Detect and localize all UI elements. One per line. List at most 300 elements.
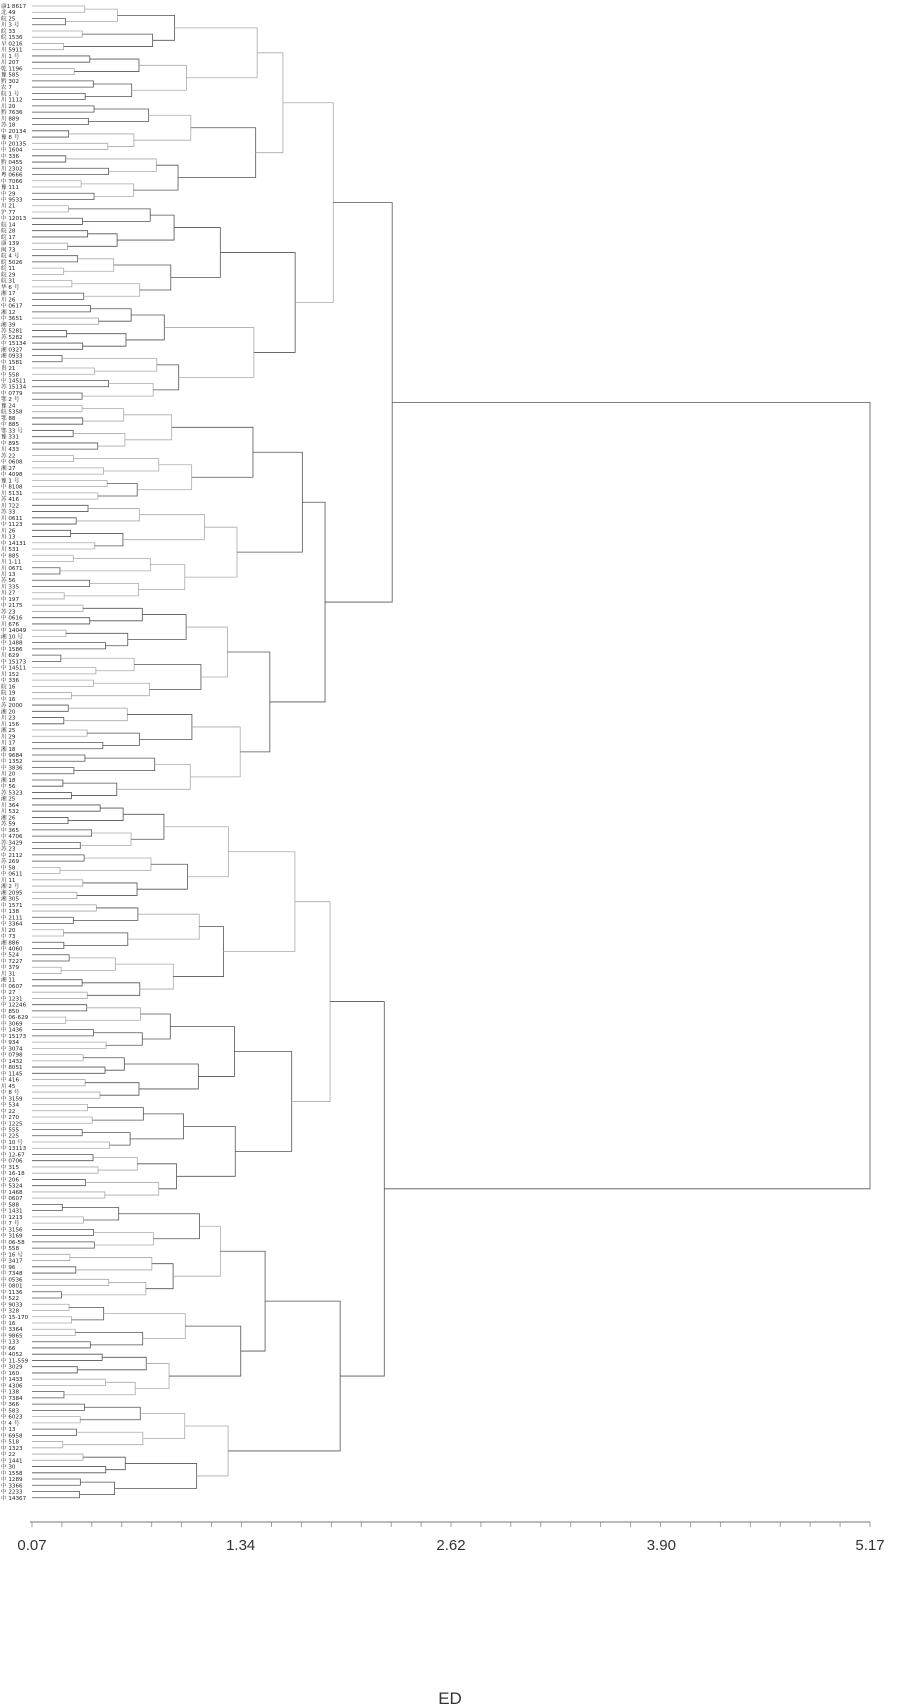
leaf-label: 川 531 xyxy=(1,547,20,554)
dendrogram-link xyxy=(32,655,61,661)
dendrogram-link xyxy=(64,583,138,595)
dendrogram-link xyxy=(114,265,171,290)
dendrogram-link xyxy=(32,755,85,761)
dendrogram-link xyxy=(237,452,302,552)
leaf-label: 中 0779 xyxy=(1,390,23,397)
leaf-label: 中 06-629 xyxy=(1,1015,29,1022)
leaf-label: 中 138 xyxy=(1,1389,20,1396)
leaf-label: 中 3069 xyxy=(1,1021,23,1028)
leaf-label: 中 15173 xyxy=(1,659,27,666)
dendrogram-link xyxy=(32,580,90,586)
dendrogram-link xyxy=(32,18,66,24)
dendrogram-link xyxy=(32,1229,93,1235)
leaf-label: 豫 585 xyxy=(1,72,20,79)
dendrogram-links xyxy=(32,6,870,1498)
dendrogram-link xyxy=(32,518,76,524)
dendrogram-link xyxy=(66,159,157,171)
dendrogram-link xyxy=(68,808,123,820)
dendrogram-link xyxy=(71,533,123,545)
leaf-label: 鄂 88 xyxy=(1,415,16,422)
leaf-label: 中 66 xyxy=(1,1345,16,1352)
dendrogram-link xyxy=(62,359,157,371)
dendrogram-link xyxy=(32,830,92,836)
leaf-labels xyxy=(1,2,29,1502)
dendrogram-link xyxy=(32,855,84,861)
dendrogram-link xyxy=(88,109,148,121)
dendrogram-link xyxy=(32,56,90,62)
dendrogram-link xyxy=(178,128,256,178)
leaf-label: 湘 25 xyxy=(1,796,16,803)
dendrogram-link xyxy=(74,59,139,71)
dendrogram-link xyxy=(32,443,98,449)
x-tick-label: 3.90 xyxy=(646,1537,676,1554)
leaf-label: 皖 29 xyxy=(1,272,16,279)
leaf-label: 中 3366 xyxy=(1,1483,23,1490)
dendrogram-link xyxy=(128,615,186,640)
leaf-label: 豫 111 xyxy=(1,185,20,192)
leaf-label: 中 0536 xyxy=(1,1277,23,1284)
leaf-label: 川 3 号 xyxy=(1,22,20,29)
leaf-label: 中 1604 xyxy=(1,147,23,154)
leaf-label: 中 12246 xyxy=(1,1002,27,1009)
leaf-label: 川 335 xyxy=(1,584,20,591)
dendrogram-link xyxy=(32,693,71,699)
dendrogram-link xyxy=(64,34,153,46)
dendrogram-link xyxy=(68,209,150,221)
dendrogram-link xyxy=(32,218,82,224)
leaf-label: 苏 416 xyxy=(1,497,20,504)
dendrogram-link xyxy=(32,668,96,674)
dendrogram-link xyxy=(32,1442,63,1448)
dendrogram-link xyxy=(32,1117,92,1123)
leaf-label: 中 1468 xyxy=(1,1189,23,1196)
dendrogram-link xyxy=(32,917,73,923)
dendrogram-link xyxy=(140,1014,170,1039)
leaf-label: 中 583 xyxy=(1,1408,20,1415)
dendrogram-link xyxy=(123,515,205,540)
leaf-label: 川 5131 xyxy=(1,490,23,497)
leaf-label: 川 364 xyxy=(1,802,20,809)
dendrogram-link xyxy=(32,930,64,936)
dendrogram-link xyxy=(32,393,82,399)
leaf-label: 川 29 xyxy=(1,734,16,741)
leaf-label: 中 0607 xyxy=(1,1196,23,1203)
dendrogram-link xyxy=(32,1429,77,1435)
leaf-label: 苏 23 xyxy=(1,846,16,853)
leaf-label: 中 160 xyxy=(1,1370,20,1377)
leaf-label: 苏 269 xyxy=(1,859,20,866)
dendrogram-link xyxy=(32,605,83,611)
leaf-label: 苏 59 xyxy=(1,821,16,828)
leaf-label: 中 9533 xyxy=(1,197,23,204)
leaf-label: 中 1352 xyxy=(1,759,23,766)
leaf-label: 豫 24 xyxy=(1,403,16,410)
dendrogram-link xyxy=(32,817,68,823)
x-tick-label: 0.07 xyxy=(17,1537,47,1554)
dendrogram-link xyxy=(32,1317,72,1323)
leaf-label: 豫 1 号 xyxy=(1,478,20,485)
leaf-label: 中 58 xyxy=(1,865,16,872)
dendrogram-link xyxy=(119,1214,200,1239)
leaf-label: 中 7384 xyxy=(1,1395,23,1402)
dendrogram-link xyxy=(32,1417,80,1423)
dendrogram-link xyxy=(138,565,184,590)
dendrogram-link xyxy=(87,733,139,745)
x-tick-label: 2.62 xyxy=(436,1537,466,1554)
leaf-label: 中 14131 xyxy=(1,540,27,547)
leaf-label: 中 133 xyxy=(1,1339,20,1346)
leaf-label: 中 524 xyxy=(1,952,20,959)
leaf-label: 中 1432 xyxy=(1,1058,23,1065)
dendrogram-link xyxy=(117,764,190,789)
dendrogram-link xyxy=(32,1130,82,1136)
leaf-label: 中 7066 xyxy=(1,178,23,185)
dendrogram-link xyxy=(32,530,71,536)
leaf-label: 中 1571 xyxy=(1,902,23,909)
dendrogram-link xyxy=(60,858,151,870)
dendrogram-link xyxy=(330,1002,384,1376)
x-axis-title: ED xyxy=(438,1689,462,1707)
dendrogram-link xyxy=(146,1264,173,1289)
dendrogram-link xyxy=(173,927,223,977)
leaf-label: 中 56 xyxy=(1,784,16,791)
leaf-label: 中 1323 xyxy=(1,1445,23,1452)
leaf-label: 中 27 xyxy=(1,990,16,997)
leaf-label: 贵 21 xyxy=(1,366,16,373)
leaf-label: 川 156 xyxy=(1,721,20,728)
dendrogram-link xyxy=(177,1126,236,1176)
dendrogram-link xyxy=(32,131,69,137)
leaf-label: 川 20 xyxy=(1,771,16,778)
leaf-label: 中 1436 xyxy=(1,1027,23,1034)
dendrogram-link xyxy=(137,864,187,889)
dendrogram-link xyxy=(32,568,60,574)
dendrogram-link xyxy=(74,758,155,770)
leaf-label: 川 1-11 xyxy=(1,559,22,566)
leaf-label: 湘 18 xyxy=(1,777,16,784)
leaf-label: 苏 18 xyxy=(1,122,16,129)
dendrogram-link xyxy=(32,1017,66,1023)
x-tick-label: 1.34 xyxy=(226,1537,256,1554)
dendrogram-link xyxy=(73,434,125,446)
dendrogram-link xyxy=(185,527,237,577)
leaf-label: 湘 26 xyxy=(1,815,16,822)
dendrogram-link xyxy=(234,1051,291,1151)
dendrogram-link xyxy=(228,1301,340,1451)
leaf-label: 中 0616 xyxy=(1,615,23,622)
leaf-label: 中 4060 xyxy=(1,946,23,953)
leaf-label: 中 0608 xyxy=(1,459,23,466)
leaf-label: 湘 20 xyxy=(1,709,16,716)
leaf-label: 中 29 xyxy=(1,191,16,198)
leaf-label: 中 1123 xyxy=(1,522,23,529)
leaf-label: 中 3169 xyxy=(1,1233,23,1240)
dendrogram-link xyxy=(32,543,95,549)
dendrogram-link xyxy=(124,1064,198,1089)
leaf-label: 苏 2000 xyxy=(1,703,23,710)
leaf-label: 中 366 xyxy=(1,1402,20,1409)
leaf-label: 中 7 号 xyxy=(1,1221,20,1228)
leaf-label: 中 15134 xyxy=(1,341,27,348)
dendrogram-link xyxy=(134,115,191,140)
leaf-label: 中 6023 xyxy=(1,1414,23,1421)
dendrogram-link xyxy=(32,418,83,424)
dendrogram-link xyxy=(128,914,199,939)
dendrogram-link xyxy=(66,633,128,645)
dendrogram-link xyxy=(32,842,80,848)
leaf-label: 中 4052 xyxy=(1,1352,23,1359)
leaf-label: 中 1225 xyxy=(1,1121,23,1128)
leaf-label: 中 8 号 xyxy=(1,1090,20,1097)
leaf-label: 川 17 xyxy=(1,740,16,747)
dendrogram-link xyxy=(190,727,240,777)
leaf-label: 川 722 xyxy=(1,503,20,510)
dendrogram-link xyxy=(69,134,134,146)
dendrogram-link xyxy=(104,1314,186,1339)
dendrogram-link xyxy=(64,1382,135,1394)
leaf-label: 中 30 xyxy=(1,1464,16,1471)
leaf-label: 中 365 xyxy=(1,827,20,834)
leaf-label: 中 558 xyxy=(1,372,20,379)
leaf-label: 川 2302 xyxy=(1,166,23,173)
leaf-label: 中 14511 xyxy=(1,665,27,672)
dendrogram-link xyxy=(32,156,66,162)
dendrogram-link xyxy=(32,1092,100,1098)
dendrogram-link xyxy=(80,1482,115,1494)
leaf-label: 湘 0933 xyxy=(1,353,23,360)
leaf-label: 中 9865 xyxy=(1,1333,23,1340)
dendrogram-link xyxy=(137,465,191,490)
leaf-label: 中 14367 xyxy=(1,1495,27,1502)
dendrogram-link xyxy=(63,1432,143,1444)
dendrogram-link xyxy=(220,253,295,353)
dendrogram-link xyxy=(32,942,64,948)
leaf-label: 川 433 xyxy=(1,447,20,454)
dendrogram-link xyxy=(32,1404,84,1410)
leaf-label: 中 13113 xyxy=(1,1146,27,1153)
leaf-label: 中 12013 xyxy=(1,216,27,223)
leaf-label: 川 27 xyxy=(1,590,16,597)
leaf-label: 皖 33 xyxy=(1,28,16,35)
leaf-label: 湘 886 xyxy=(1,940,20,947)
dendrogram-link xyxy=(292,902,330,1102)
leaf-label: 川 1 号 xyxy=(1,53,20,60)
dendrogram-link xyxy=(134,165,178,190)
leaf-label: 湘 0327 xyxy=(1,347,23,354)
leaf-label: 皖 1 号 xyxy=(1,91,20,98)
leaf-label: 中 3074 xyxy=(1,1046,23,1053)
leaf-label: 中 0801 xyxy=(1,1283,23,1290)
leaf-label: 川 5911 xyxy=(1,47,23,54)
leaf-label: 中 206 xyxy=(1,1177,20,1184)
dendrogram-link xyxy=(32,780,63,786)
dendrogram-link xyxy=(64,708,128,720)
leaf-label: 中 22 xyxy=(1,1452,16,1459)
dendrogram-link xyxy=(32,231,88,237)
leaf-label: 皖 28 xyxy=(1,228,16,235)
leaf-label: 中 16 xyxy=(1,1320,16,1327)
leaf-label: 湘 10 号 xyxy=(1,634,23,641)
dendrogram-link xyxy=(80,1407,140,1419)
leaf-label: 中 13 xyxy=(1,1427,16,1434)
dendrogram-link xyxy=(70,1257,152,1269)
leaf-label: 中 315 xyxy=(1,1164,20,1171)
leaf-label: 皖 19 xyxy=(1,690,16,697)
dendrogram-link xyxy=(63,783,117,795)
dendrogram-link xyxy=(32,1342,90,1348)
leaf-label: 湘 27 xyxy=(1,465,16,472)
leaf-label: 湘 17 xyxy=(1,291,16,298)
leaf-label: 中 885 xyxy=(1,553,20,560)
dendrogram-link xyxy=(62,1208,118,1220)
dendrogram-link xyxy=(72,284,140,296)
leaf-label: 皖 5358 xyxy=(1,409,23,416)
leaf-label: 中 16-18 xyxy=(1,1171,25,1178)
leaf-label: 中 138 xyxy=(1,909,20,916)
leaf-label: 川 1112 xyxy=(1,97,23,104)
leaf-label: 川 23 xyxy=(1,715,16,722)
dendrogram-link xyxy=(91,309,132,321)
leaf-label: 湘 18 xyxy=(1,746,16,753)
leaf-label: 中 518 xyxy=(1,1439,20,1446)
dendrogram-link xyxy=(77,883,137,895)
leaf-label: 中 0617 xyxy=(1,303,23,310)
dendrogram-link xyxy=(32,643,106,649)
dendrogram-link xyxy=(32,805,100,811)
dendrogram-link xyxy=(32,1467,106,1473)
dendrogram-link xyxy=(228,652,270,752)
leaf-label: 中 1433 xyxy=(1,1377,23,1384)
dendrogram-link xyxy=(32,1454,83,1460)
dendrogram-link xyxy=(32,1192,105,1198)
dendrogram-link xyxy=(135,1364,169,1389)
dendrogram-link xyxy=(32,1354,102,1360)
dendrogram-link xyxy=(123,814,164,839)
leaf-label: 中 555 xyxy=(1,1127,20,1134)
leaf-label: 中 895 xyxy=(1,440,20,447)
dendrogram-link xyxy=(32,955,69,961)
leaf-label: 苏 22 xyxy=(1,453,16,460)
dendrogram-link xyxy=(32,730,87,736)
dendrogram-link xyxy=(32,381,109,387)
leaf-label: 中 885 xyxy=(1,422,20,429)
dendrogram-link xyxy=(69,1307,104,1319)
dendrogram-link xyxy=(256,53,283,153)
dendrogram-link xyxy=(32,81,93,87)
dendrogram-link xyxy=(283,103,333,303)
leaf-label: 川 13 xyxy=(1,571,16,578)
dendrogram-link xyxy=(32,243,67,249)
dendrogram-link xyxy=(61,658,134,670)
leaf-label: 川 21 xyxy=(1,203,16,210)
leaf-label: 北 49 xyxy=(1,10,16,17)
dendrogram-link xyxy=(93,1158,137,1170)
dendrogram-link xyxy=(32,1392,64,1398)
dendrogram-link xyxy=(32,480,107,486)
dendrogram-link xyxy=(164,327,254,377)
leaf-label: 中 10 号 xyxy=(1,1139,23,1146)
leaf-label: 康 139 xyxy=(1,241,20,248)
dendrogram-link xyxy=(32,555,73,561)
dendrogram-link xyxy=(32,718,64,724)
leaf-label: 华 6 号 xyxy=(1,284,20,291)
dendrogram-link xyxy=(32,1479,80,1485)
dendrogram-link xyxy=(32,1379,105,1385)
leaf-label: 中 16 xyxy=(1,696,16,703)
leaf-label: 川 532 xyxy=(1,809,20,816)
leaf-label: 中 9684 xyxy=(1,753,23,759)
leaf-label: 皖 31 xyxy=(1,278,16,285)
leaf-label: 川 0671 xyxy=(1,565,23,572)
leaf-label: 中 1289 xyxy=(1,1477,23,1484)
dendrogram-link xyxy=(94,1033,143,1045)
leaf-label: 中 6958 xyxy=(1,1433,23,1440)
x-axis xyxy=(17,1522,884,1554)
dendrogram-link xyxy=(186,627,227,677)
dendrogram-link xyxy=(32,6,85,12)
leaf-label: 中 1431 xyxy=(1,1208,23,1215)
leaf-label: 中 1441 xyxy=(1,1458,23,1465)
leaf-label: 中 1145 xyxy=(1,1071,23,1078)
leaf-label: 中 3364 xyxy=(1,921,23,928)
leaf-label: 中 534 xyxy=(1,1102,20,1109)
leaf-label: 中 934 xyxy=(1,1040,20,1047)
leaf-label: 川 20 xyxy=(1,927,16,934)
leaf-label: 闽 73 xyxy=(1,247,16,254)
leaf-label: 中 15-170 xyxy=(1,1314,29,1321)
leaf-label: 湘 2 号 xyxy=(1,884,20,891)
leaf-label: 皖 14 xyxy=(1,222,16,229)
leaf-label: 中 4706 xyxy=(1,834,23,841)
dendrogram-link xyxy=(32,767,74,773)
leaf-label: 苏 23 xyxy=(1,609,16,616)
dendrogram-link xyxy=(32,630,66,636)
leaf-label: 川 45 xyxy=(1,1083,16,1090)
dendrogram-link xyxy=(32,1329,75,1335)
dendrogram-link xyxy=(73,908,138,920)
leaf-label: 中 11-559 xyxy=(1,1358,29,1365)
dendrogram-link xyxy=(140,1413,184,1438)
leaf-label: 中 225 xyxy=(1,1133,20,1140)
dendrogram-link xyxy=(88,1108,144,1120)
leaf-label: 豫 331 xyxy=(1,434,20,441)
dendrogram-link xyxy=(220,1251,265,1351)
x-tick-label: 5.17 xyxy=(855,1537,885,1554)
dendrogram-link xyxy=(224,852,295,952)
leaf-label: 川 207 xyxy=(1,60,20,67)
leaf-label: 中 588 xyxy=(1,1202,20,1209)
dendrogram-link xyxy=(325,203,392,602)
leaf-label: 湘 305 xyxy=(1,896,20,903)
dendrogram-link xyxy=(32,880,83,886)
dendrogram-link xyxy=(77,1357,146,1369)
dendrogram-link xyxy=(73,459,158,471)
leaf-label: 皖 1536 xyxy=(1,35,23,42)
leaf-label: 中 0607 xyxy=(1,983,23,990)
leaf-label: 中 7227 xyxy=(1,958,23,965)
dendrogram-link xyxy=(32,468,104,474)
dendrogram-link xyxy=(32,1292,61,1298)
dendrogram-link xyxy=(76,508,139,520)
dendrogram-link xyxy=(32,1154,93,1160)
leaf-label: 中 1586 xyxy=(1,646,23,653)
leaf-label: 黔 7636 xyxy=(1,110,23,117)
leaf-label: 川 20 xyxy=(1,103,16,110)
leaf-label: 中 2111 xyxy=(1,915,23,922)
leaf-label: 川 26 xyxy=(1,528,16,535)
dendrogram-link xyxy=(32,68,74,74)
dendrogram-link xyxy=(32,106,94,112)
